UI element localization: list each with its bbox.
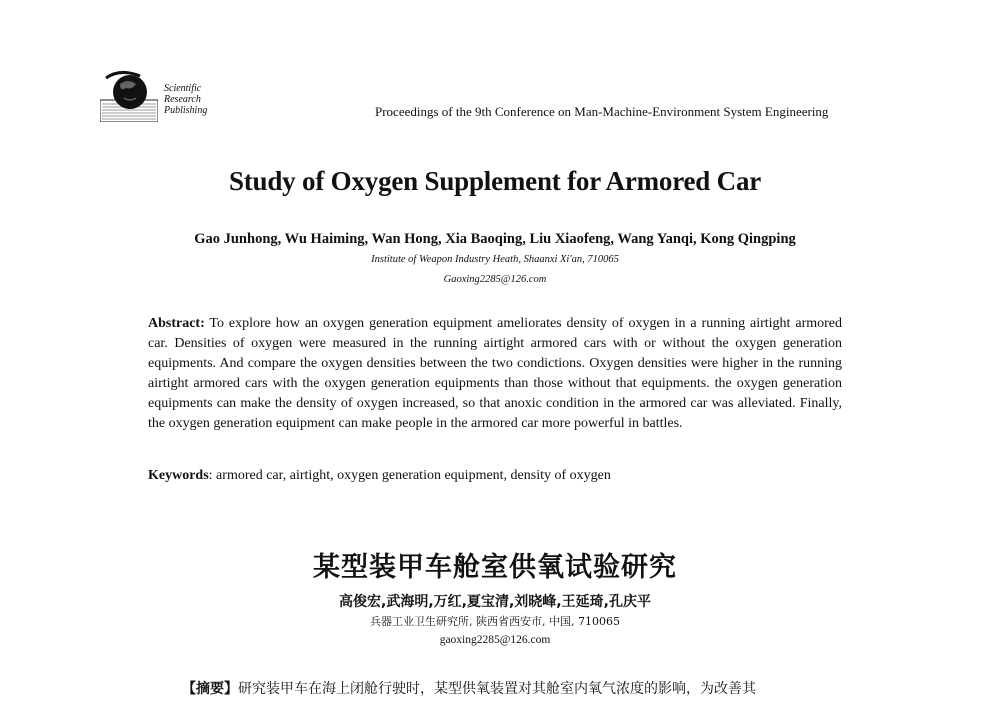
keywords-text: : armored car, airtight, oxygen generation equipment, density of oxygen	[208, 468, 611, 483]
paper-title: Study of Oxygen Supplement for Armored Car	[228, 166, 762, 196]
publisher-logo	[100, 70, 230, 122]
chinese-abstract	[148, 678, 848, 700]
proceedings-header: Proceedings of the 9th Conference on Man-Machine-Environment System Engineering	[375, 104, 829, 119]
abstract	[148, 314, 842, 434]
chinese-author-list: 高俊宏,武海明,万红,夏宝清,刘晓峰,王延琦,孔庆平	[339, 594, 651, 610]
contact-email: Gaoxing2285@126.com	[443, 274, 547, 285]
chinese-abstract-label: 【摘要】	[182, 681, 238, 697]
chinese-contact-email: gaoxing2285@126.com	[439, 634, 551, 646]
publisher-line: Scientific	[164, 83, 202, 94]
abstract-label: Abstract:	[148, 316, 205, 331]
keywords	[148, 466, 842, 486]
globe-logo-icon	[100, 70, 158, 122]
publisher-name	[164, 83, 207, 116]
chinese-affiliation: 兵器工业卫生研究所, 陕西省西安市, 中国, 710065	[370, 615, 620, 628]
publisher-line: Publishing	[164, 105, 208, 116]
author-list: Gao Junhong, Wu Haiming, Wan Hong, Xia Baoqing, Liu Xiaofeng, Wang Yanqi, Kong Qingping	[194, 231, 796, 247]
abstract-text: To explore how an oxygen generation equipment ameliorates density of oxygen in a running airtight armored car. Densities of oxygen were measured in the running airtight armored cars with or without the oxygen generation equipments. And compare the oxygen densities between the two condictions. Oxygen densities were higher in the running airtight armored cars with the oxygen generation equipments than those without that equipments. the oxygen generation equipments can make the density of oxygen increased, so that anoxic condition in the armored car was alleviated. Finally, the oxygen generation equipment can make people in the armored car more powerful in battles.	[148, 316, 842, 431]
publisher-line: Research	[164, 94, 201, 105]
affiliation: Institute of Weapon Industry Heath, Shaanxi Xi'an, 710065	[371, 254, 619, 265]
keywords-label: Keywords	[148, 468, 209, 483]
chinese-title: 某型装甲车舱室供氧试验研究	[313, 552, 677, 583]
chinese-abstract-text: 研究装甲车在海上闭舱行驶时，某型供氧装置对其舱室内氧气浓度的影响，为改善其	[238, 681, 756, 697]
